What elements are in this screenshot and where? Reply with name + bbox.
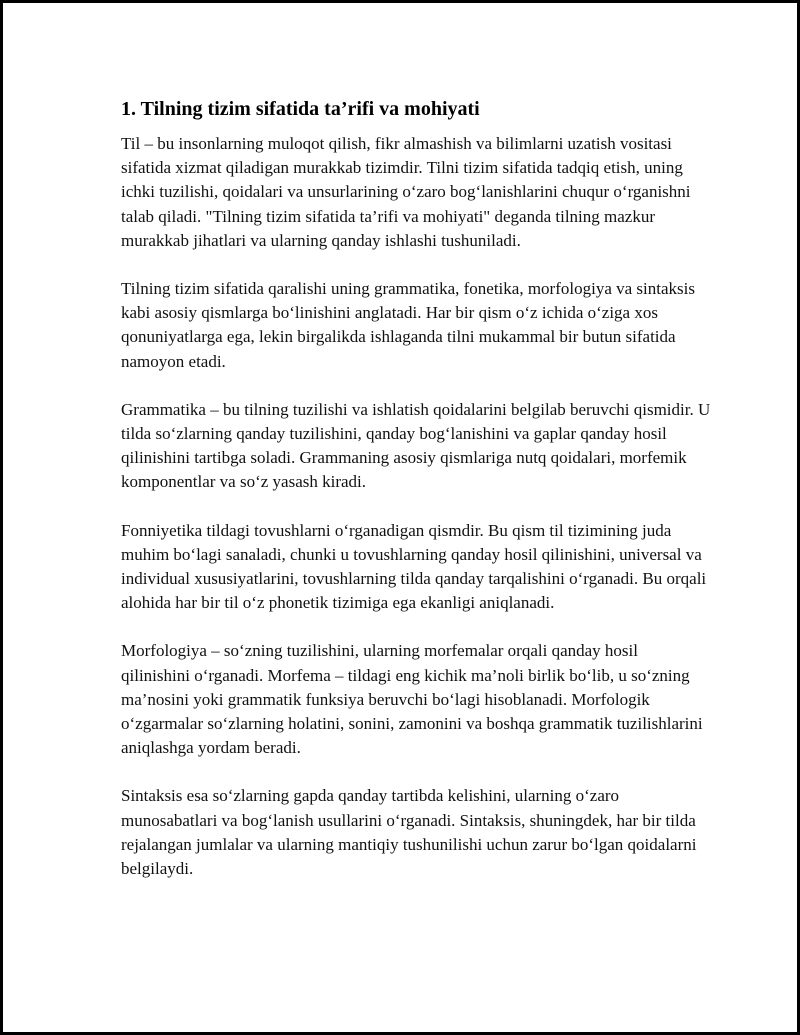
paragraph-grammar: Grammatika – bu tilning tuzilishi va ishlatish qoidalarini belgilab beruvchi qismidir. U tilda so‘zlarning qanday tuzilishini, qanday bog‘lanishini va gaplar qanday hosil qilinishini tartibga soladi. Grammaning asosiy qismlariga nutq qoidalari, morfemik komponentlar va so‘z yasash kiradi. bbox=[121, 399, 711, 492]
paragraph-intro: Til – bu insonlarning muloqot qilish, fikr almashish va bilimlarni uzatish vositasi sifatida xizmat qiladigan murakkab tizimdir. Tilni tizim sifatida tadqiq etish, uning ichki tuzilishi, qoidalari va unsurlarining o‘zaro bog‘lanishlarini chuqur o‘rganishni talab qiladi. "Tilning tizim sifatida ta’rifi va mohiyati" deganda tilning mazkur murakkab jihatlari va ularning qanday ishlashi tushuniladi. bbox=[121, 134, 691, 250]
document-body bbox=[121, 96, 711, 905]
paragraph-system-parts: Tilning tizim sifatida qaralishi uning grammatika, fonetika, morfologiya va sintaksis kabi asosiy qismlarga bo‘linishini anglatadi. Har bir qism o‘z ichida o‘ziga xos qonuniyatlarga ega, lekin birgalikda ishlaganda tilni mukammal bir butun sifatida namoyon etadi. bbox=[121, 279, 695, 371]
section-heading: 1. Tilning tizim sifatida ta’rifi va mohiyati bbox=[121, 98, 480, 120]
paragraph-morphology: Morfologiya – so‘zning tuzilishini, ularning morfemalar orqali qanday hosil qilinishini o‘rganadi. Morfema – tildagi eng kichik ma’noli birlik bo‘lib, u so‘zning ma’nosini yoki grammatik funksiya beruvchi bo‘lagi hisoblanadi. Morfologik o‘zgarmalar so‘zlarning holatini, sonini, zamonini va boshqa grammatik tuzilishlarini aniqlashga yordam beradi. bbox=[121, 641, 703, 758]
paragraph-phonetics: Fonniyetika tildagi tovushlarni o‘rganadigan qismdir. Bu qism til tizimining juda muhim bo‘lagi sanaladi, chunki u tovushlarning qanday hosil qilinishini, universal va individual xususiyatlarini, tovushlarning tilda qanday tarqalishini o‘rganadi. Bu orqali alohida har bir til o‘z phonetik tizimiga ega ekanligi aniqlanadi. bbox=[121, 520, 707, 613]
paragraph-syntax: Sintaksis esa so‘zlarning gapda qanday tartibda kelishini, ularning o‘zaro munosabatlari va bog‘lanish usullarini o‘rganadi. Sintaksis, shuningdek, har bir tilda rejalangan jumlalar va ularning mantiqiy tushunilishi uchun zarur bo‘lgan qoidalarni belgilaydi. bbox=[121, 786, 697, 879]
